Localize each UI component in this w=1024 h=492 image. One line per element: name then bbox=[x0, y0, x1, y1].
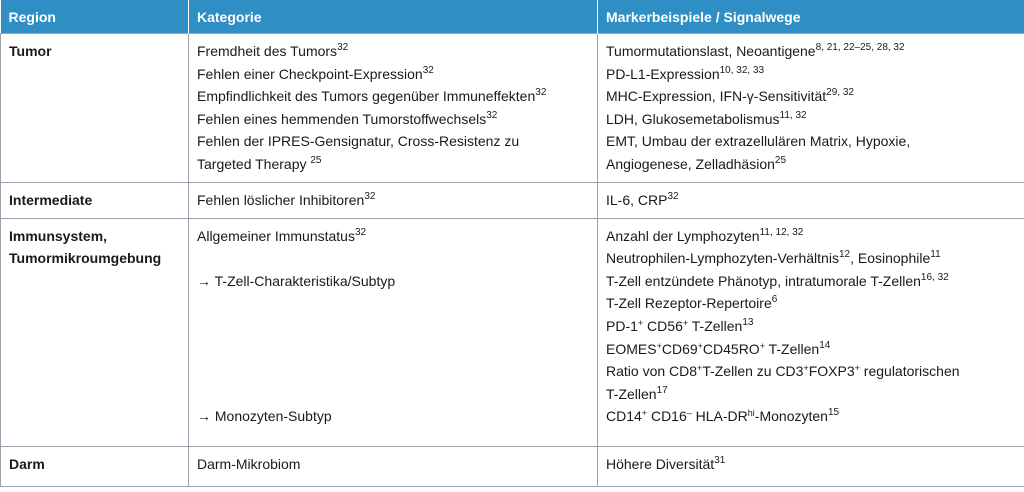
marker-line bbox=[606, 130, 1024, 153]
marker-line bbox=[606, 85, 1024, 108]
footnote-ref: 32 bbox=[667, 190, 679, 202]
marker-sign: – bbox=[686, 408, 692, 419]
marker-sign: + bbox=[697, 363, 703, 374]
kategorie-line bbox=[197, 225, 597, 248]
kategorie-cell bbox=[189, 218, 598, 446]
region-cell bbox=[1, 218, 189, 446]
footnote-ref: 11, 12, 32 bbox=[759, 226, 804, 238]
line-text: regulatorischen bbox=[859, 363, 960, 380]
line-text: FOXP3 bbox=[808, 363, 855, 380]
line-text: Targeted Therapy bbox=[197, 155, 311, 172]
marker-line bbox=[606, 453, 1024, 476]
marker-line bbox=[606, 247, 1024, 270]
marker-line bbox=[606, 405, 1024, 428]
line-text: Fehlen der IPRES-Gensignatur, Cross-Resistenz zu bbox=[197, 133, 520, 150]
footnote-ref: 25 bbox=[774, 154, 787, 166]
kategorie-line-monocyte: → Monozyten-Subtyp bbox=[197, 408, 332, 425]
spacer bbox=[197, 383, 597, 406]
line-text: Höhere Diversität bbox=[606, 455, 715, 472]
footnote-ref: 13 bbox=[742, 316, 754, 328]
line-text: Allgemeiner Immunstatus bbox=[197, 227, 355, 244]
marker-line bbox=[606, 63, 1024, 86]
marker-line bbox=[606, 153, 1024, 176]
line-text: T-Zell entzündete Phänotyp, intratumorale T-Zellen bbox=[606, 272, 921, 289]
footnote-ref: 17 bbox=[656, 384, 668, 396]
spacer bbox=[197, 292, 597, 315]
line-text: , Eosinophile bbox=[850, 250, 931, 267]
marker-line bbox=[606, 292, 1024, 315]
marker-line bbox=[606, 360, 1024, 383]
marker-sign: + bbox=[656, 340, 662, 351]
header-marker: Markerbeispiele / Signalwege bbox=[598, 0, 1024, 34]
line-text: Fehlen löslicher Inhibitoren bbox=[197, 191, 365, 208]
kategorie-line-tcell: → T-Zell-Charakteristika/Subtyp bbox=[197, 272, 396, 289]
line-text: T-Zellen bbox=[606, 385, 657, 402]
marker-line bbox=[606, 383, 1024, 406]
footnote-ref: 12 bbox=[838, 249, 851, 261]
marker-line bbox=[606, 225, 1024, 248]
region-label: Tumor bbox=[9, 43, 52, 59]
footnote-ref: 11, 32 bbox=[779, 109, 807, 121]
line-text: MHC-Expression, IFN-γ-Sensitivität bbox=[606, 88, 827, 105]
footnote-ref: 32 bbox=[535, 87, 547, 99]
header-region: Region bbox=[1, 0, 189, 34]
line-text: PD-L1-Expression bbox=[606, 65, 720, 82]
footnote-ref: 14 bbox=[819, 339, 831, 351]
marker-sign: + bbox=[854, 363, 860, 374]
footnote-ref: 10, 32, 33 bbox=[719, 64, 765, 76]
region-label: Intermediate bbox=[9, 191, 93, 208]
marker-line bbox=[606, 338, 1024, 361]
footnote-ref: 8, 21, 22–25, 28, 32 bbox=[815, 42, 905, 53]
line-text: IL-6, CRP bbox=[606, 191, 668, 208]
kategorie-line bbox=[197, 40, 597, 63]
kategorie-cell bbox=[189, 446, 598, 486]
kategorie-line bbox=[197, 85, 597, 108]
region-cell bbox=[1, 446, 189, 486]
kategorie-line bbox=[197, 63, 597, 86]
marker-line bbox=[606, 189, 1024, 212]
line-text: Tumormutationslast, Neoantigene bbox=[606, 43, 816, 59]
kategorie-line bbox=[197, 153, 597, 176]
line-text: -Monozyten bbox=[754, 408, 828, 425]
marker-line bbox=[606, 40, 1024, 63]
kategorie-cell bbox=[189, 34, 598, 183]
table-row-intermediate bbox=[1, 182, 1024, 218]
marker-line bbox=[606, 270, 1024, 293]
marker-sign: + bbox=[697, 340, 703, 351]
line-text: Empfindlichkeit des Tumors gegenüber Immuneffekten bbox=[197, 88, 536, 105]
footnote-ref: 29, 32 bbox=[826, 87, 854, 99]
line-text: Darm-Mikrobiom bbox=[197, 455, 301, 472]
line-text: CD45RO bbox=[702, 340, 760, 357]
line-text: T-Zell Rezeptor-Repertoire bbox=[606, 295, 772, 312]
footnote-ref: 16, 32 bbox=[920, 271, 949, 283]
line-text: Fremdheit des Tumors bbox=[197, 43, 338, 59]
footnote-ref: 25 bbox=[310, 154, 322, 166]
line-text: T-Zellen zu CD3 bbox=[702, 363, 804, 380]
line-text: Fehlen eines hemmenden Tumorstoffwechsels bbox=[197, 110, 487, 127]
footnote-ref: 11 bbox=[930, 249, 941, 261]
region-label: Darm bbox=[9, 455, 45, 472]
marker-sign: hi bbox=[747, 408, 755, 419]
footnote-ref: 32 bbox=[364, 190, 376, 202]
marker-sign: + bbox=[641, 408, 648, 419]
line-text: T-Zellen bbox=[764, 340, 820, 357]
kategorie-line bbox=[197, 108, 597, 131]
line-text: CD16 bbox=[647, 408, 687, 425]
line-text: LDH, Glukosemetabolismus bbox=[606, 110, 780, 127]
line-text: EOMES bbox=[606, 340, 657, 357]
region-cell bbox=[1, 182, 189, 218]
line-text: PD-1 bbox=[606, 317, 638, 334]
spacer bbox=[197, 338, 597, 361]
line-text: CD56 bbox=[643, 317, 683, 334]
line-text: Neutrophilen-Lymphozyten-Verhältnis bbox=[606, 250, 839, 267]
table-row-darm bbox=[1, 446, 1024, 486]
line-text: Anzahl der Lymphozyten bbox=[606, 227, 760, 244]
region-label: Immunsystem, bbox=[9, 227, 108, 244]
footnote-ref: 31 bbox=[714, 454, 726, 466]
table-header-row bbox=[1, 0, 1024, 34]
marker-sign: + bbox=[682, 317, 689, 328]
table-row-tumor bbox=[1, 34, 1024, 183]
marker-cell bbox=[598, 34, 1024, 183]
marker-sign: + bbox=[637, 317, 644, 328]
line-text: CD69 bbox=[661, 340, 698, 357]
kategorie-line bbox=[197, 189, 597, 212]
kategorie-cell bbox=[189, 182, 598, 218]
marker-sign: + bbox=[803, 363, 809, 374]
region-label: Tumormikroumgebung bbox=[9, 250, 162, 267]
line-text: T-Zellen bbox=[688, 317, 743, 334]
line-text: HLA-DR bbox=[691, 408, 748, 425]
line-text: Fehlen einer Checkpoint-Expression bbox=[197, 65, 423, 82]
spacer bbox=[197, 360, 597, 383]
spacer bbox=[197, 247, 597, 270]
line-text: Angiogenese, Zelladhäsion bbox=[606, 155, 775, 172]
footnote-ref: 32 bbox=[337, 42, 349, 53]
spacer bbox=[197, 315, 597, 338]
header-kategorie: Kategorie bbox=[189, 0, 598, 34]
marker-cell bbox=[598, 182, 1024, 218]
kategorie-line bbox=[197, 453, 597, 476]
footnote-ref: 32 bbox=[354, 226, 367, 238]
marker-cell bbox=[598, 218, 1024, 446]
marker-line bbox=[606, 315, 1024, 338]
line-text: EMT, Umbau der extrazellulären Matrix, Hypoxie, bbox=[606, 133, 911, 150]
kategorie-line bbox=[197, 130, 597, 153]
marker-line bbox=[606, 108, 1024, 131]
marker-sign: + bbox=[759, 340, 765, 351]
marker-cell bbox=[598, 446, 1024, 486]
line-text: Ratio von CD8 bbox=[606, 363, 698, 380]
region-cell bbox=[1, 34, 189, 183]
line-text: CD14 bbox=[606, 408, 642, 425]
footnote-ref: 15 bbox=[827, 407, 840, 419]
footnote-ref: 32 bbox=[486, 109, 498, 121]
footnote-ref: 6 bbox=[771, 294, 778, 306]
table-row-immunsystem bbox=[1, 218, 1024, 446]
footnote-ref: 32 bbox=[422, 64, 434, 76]
